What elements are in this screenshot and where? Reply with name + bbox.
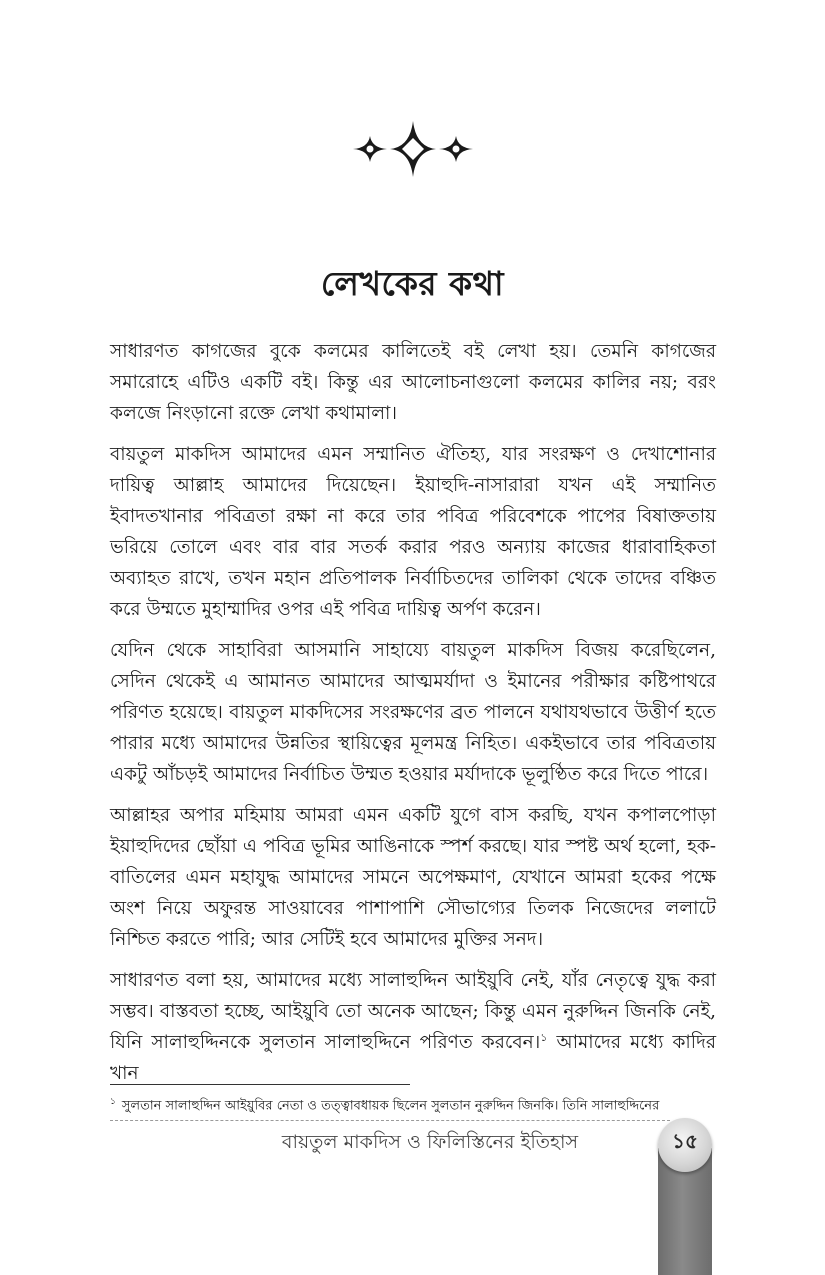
paragraph-4: আল্লাহর অপার মহিমায় আমরা এমন একটি যুগে বাস করছি, যখন কপালপোড়া ইয়াহুদিদের ছোঁয়া এ পবিত্র ভূমির আঙিনাকে স্পর্শ করছে। যার স্পষ্ট অর্থ হলো, হক-বাতিলের এমন মহাযুদ্ধ আমাদের সামনে অপেক্ষমাণ, যেখানে আমরা হকের পক্ষে অংশ নিয়ে অফুরন্ত সাওয়াবের পাশাপাশি সৌভাগ্যের তিলক নিজেদের ললাটে নিশ্চিত করতে পারি; আর সেটিই হবে আমাদের মুক্তির সনদ। xyxy=(110,805,716,950)
footnote-divider xyxy=(110,1084,410,1085)
body-text xyxy=(110,336,716,1099)
running-footer-title: বায়তুল মাকদিস ও ফিলিস্তিনের ইতিহাস xyxy=(281,1131,579,1153)
footnote-number: ১ xyxy=(110,1097,116,1107)
page-number: ১৫ xyxy=(658,1118,712,1172)
paragraph-1: সাধারণত কাগজের বুকে কলমের কালিতেই বই লেখা হয়। তেমনি কাগজের সমারোহে এটিও একটি বই। কিন্তু এর আলোচনাগুলো কলমের কালির নয়; বরং কলজে নিংড়ানো রক্তে লেখা কথামালা। xyxy=(110,341,716,424)
paragraph-5 xyxy=(110,965,716,1089)
paragraph-2: বায়তুল মাকদিস আমাদের এমন সম্মানিত ঐতিহ্য, যার সংরক্ষণ ও দেখাশোনার দায়িত্ব আল্লাহ আমাদের দিয়েছেন। ইয়াহুদি-নাসারারা যখন এই সম্মানিত ইবাদতখানার পবিত্রতা রক্ষা না করে তার পবিত্র পরিবেশকে পাপের বিষাক্ততায় ভরিয়ে তোলে এবং বার বার সতর্ক করার পরও অন্যায় কাজের ধারাবাহিকতা অব্যাহত রাখে, তখন মহান প্রতিপালক নির্বাচিতদের তালিকা থেকে তাদের বঞ্চিত করে উম্মতে মুহাম্মাদির ওপর এই পবিত্র দায়িত্ব অর্পণ করেন। xyxy=(110,444,716,620)
footer-divider xyxy=(110,1120,670,1121)
paragraph-5-continued: আমাদের মধ্যে কাদির খান xyxy=(110,1032,716,1084)
footnote xyxy=(110,1092,716,1116)
paragraph-5-text: সাধারণত বলা হয়, আমাদের মধ্যে সালাহুদ্দিন আইয়ুবি নেই, যাঁর নেতৃত্বে যুদ্ধ করা সম্ভব। বাস্তবতা হচ্ছে, আইয়ুবি তো অনেক আছেন; কিন্তু এমন নুরুদ্দিন জিনকি নেই, যিনি সালাহুদ্দিনকে সুলতান সালাহুদ্দিনে পরিণত করবেন। xyxy=(110,970,716,1053)
paragraph-3: যেদিন থেকে সাহাবিরা আসমানি সাহায্যে বায়তুল মাকদিস বিজয় করেছিলেন, সেদিন থেকেই এ আমানত আমাদের আত্মমর্যাদা ও ইমানের পরীক্ষার কষ্টিপাথরে পরিণত হয়েছে। বায়তুল মাকদিসের সংরক্ষণের ব্রত পালনে যথাযথভাবে উত্তীর্ণ হতে পারার মধ্যে আমাদের উন্নতির স্থায়িত্বের মূলমন্ত্র নিহিত। একইভাবে তার পবিত্রতায় একটু আঁচড়ই আমাদের নির্বাচিত উম্মত হওয়ার মর্যাদাকে ভূলুণ্ঠিত করে দিতে পারে। xyxy=(110,640,716,785)
star-ornament-icon xyxy=(350,118,476,180)
footnote-reference[interactable]: ১ xyxy=(540,1030,548,1044)
footnote-text: সুলতান সালাহুদ্দিন আইয়ুবির নেতা ও তত্ত্বাবধায়ক ছিলেন সুলতান নুরুদ্দিন জিনকি। তিনি সালাহুদ্দিনের xyxy=(121,1098,660,1114)
chapter-title: লেখকের কথা xyxy=(320,264,505,303)
